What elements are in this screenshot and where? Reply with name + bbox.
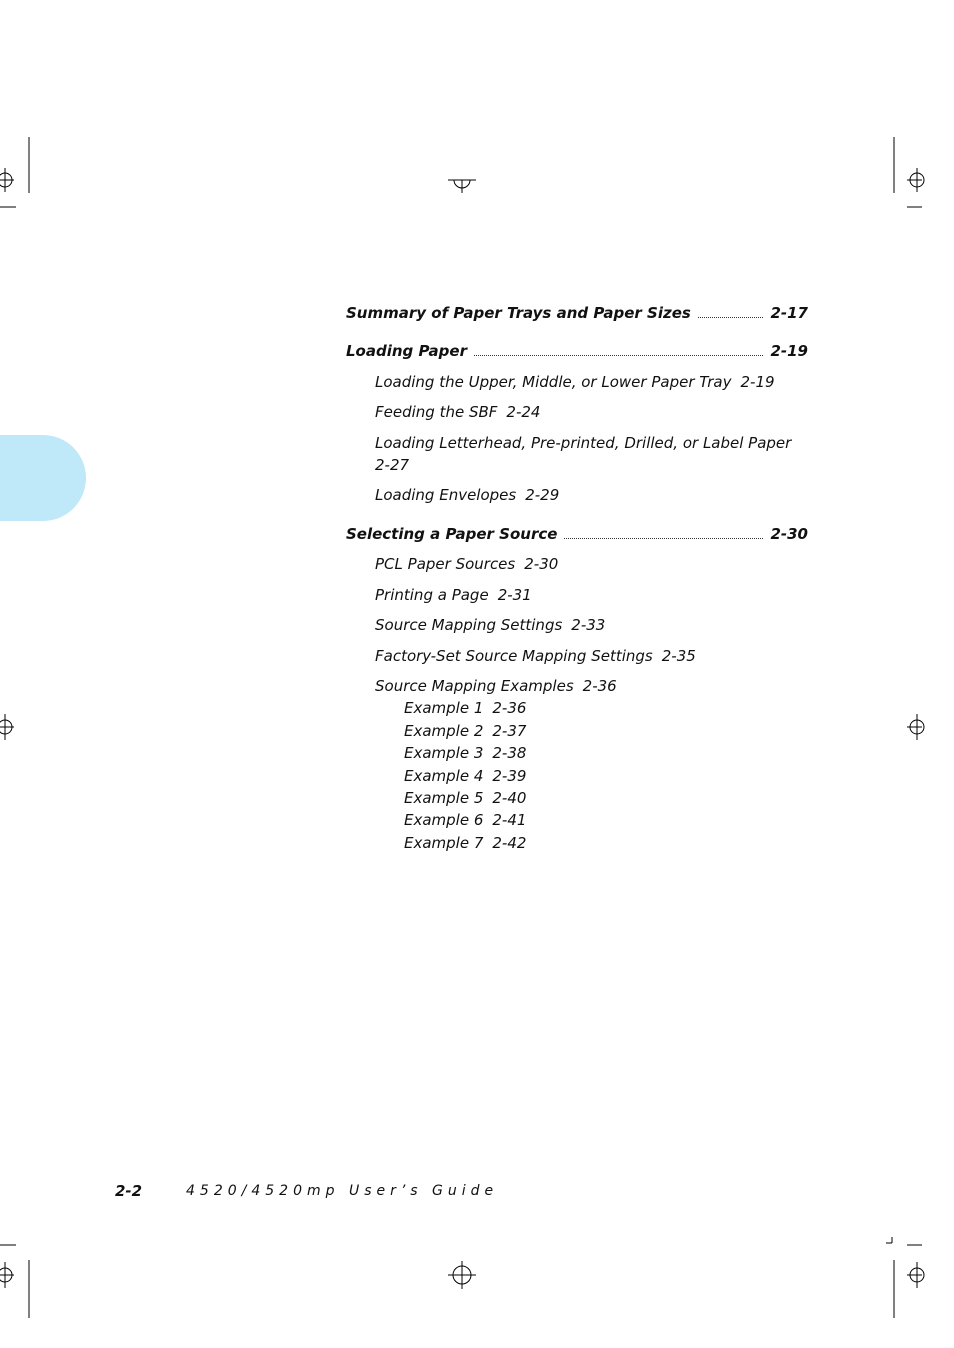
toc-entry-mapping-examples[interactable] xyxy=(375,675,617,697)
toc-entry-page: 2-38 xyxy=(492,744,527,762)
toc-entry-page: 2-24 xyxy=(506,403,541,421)
toc-entry-page: 2-41 xyxy=(492,811,527,829)
toc-entry-title: Summary of Paper Trays and Paper Sizes xyxy=(346,304,691,322)
toc-entry-title: Example 2 xyxy=(404,722,484,740)
toc-entry-page: 2-40 xyxy=(492,789,527,807)
toc-entry-summary-trays[interactable] xyxy=(346,302,808,324)
toc-entry-example[interactable] xyxy=(404,765,526,787)
toc-entry-example[interactable] xyxy=(404,742,526,764)
toc-entry-source-mapping-settings[interactable] xyxy=(375,614,605,636)
toc-entry-page: 2-35 xyxy=(661,647,696,665)
toc-entry-title: Feeding the SBF xyxy=(375,403,498,421)
toc-entry-page: 2-19 xyxy=(770,342,808,360)
toc-entry-example[interactable] xyxy=(404,697,526,719)
toc-entry-example[interactable] xyxy=(404,720,526,742)
toc-entry-factory-mapping[interactable] xyxy=(375,645,696,667)
footer-guide-title: 4520/4520mp User’s Guide xyxy=(186,1183,499,1199)
toc-entry-page: 2-30 xyxy=(524,555,559,573)
toc-entry-loading-paper[interactable] xyxy=(346,340,808,362)
toc-entry-title: Loading Letterhead, Pre-printed, Drilled, or Label Paper xyxy=(375,434,792,452)
toc-entry-example[interactable] xyxy=(404,809,526,831)
toc-entry-printing-page[interactable] xyxy=(375,584,532,606)
toc-entry-title: Factory-Set Source Mapping Settings xyxy=(375,647,653,665)
toc-entry-selecting-source[interactable] xyxy=(346,523,808,545)
toc-entry-title: Source Mapping Settings xyxy=(375,616,563,634)
toc-entry-page: 2-19 xyxy=(740,373,775,391)
toc-entry-title: Example 3 xyxy=(404,744,484,762)
dot-leader xyxy=(474,354,763,356)
toc-entry-page: 2-27 xyxy=(375,456,410,474)
toc-entry-page: 2-39 xyxy=(492,767,527,785)
toc-entry-title: Example 4 xyxy=(404,767,484,785)
dot-leader xyxy=(698,316,764,318)
toc-entry-page: 2-30 xyxy=(770,525,808,543)
toc-entry-page: 2-36 xyxy=(582,677,617,695)
footer-page-number: 2-2 xyxy=(115,1182,143,1200)
toc-entry-pcl-sources[interactable] xyxy=(375,553,558,575)
toc-entry-page: 2-42 xyxy=(492,834,527,852)
toc-entry-example[interactable] xyxy=(404,832,526,854)
toc-entry-title: Printing a Page xyxy=(375,586,489,604)
toc-entry-loading-letterhead[interactable] xyxy=(375,432,815,476)
toc-entry-page: 2-37 xyxy=(492,722,527,740)
dot-leader xyxy=(564,537,763,539)
toc-entry-example[interactable] xyxy=(404,787,526,809)
toc-entry-title: Example 1 xyxy=(404,699,484,717)
toc-entry-page: 2-17 xyxy=(770,304,808,322)
toc-entry-loading-upper-tray[interactable] xyxy=(375,371,775,393)
toc-entry-title: Loading Paper xyxy=(346,342,467,360)
toc-entry-title: Selecting a Paper Source xyxy=(346,525,558,543)
toc-entry-title: PCL Paper Sources xyxy=(375,555,516,573)
toc-entry-title: Example 5 xyxy=(404,789,484,807)
toc-entry-page: 2-33 xyxy=(571,616,606,634)
toc-entry-feeding-sbf[interactable] xyxy=(375,401,540,423)
toc-entry-title: Example 6 xyxy=(404,811,484,829)
toc-entry-page: 2-29 xyxy=(525,486,560,504)
toc-entry-loading-envelopes[interactable] xyxy=(375,484,559,506)
toc-entry-title: Example 7 xyxy=(404,834,484,852)
toc-entry-page: 2-36 xyxy=(492,699,527,717)
toc-entry-title: Loading the Upper, Middle, or Lower Paper Tray xyxy=(375,373,732,391)
toc-entry-title: Source Mapping Examples xyxy=(375,677,574,695)
toc-entry-page: 2-31 xyxy=(497,586,532,604)
toc-entry-title: Loading Envelopes xyxy=(375,486,517,504)
